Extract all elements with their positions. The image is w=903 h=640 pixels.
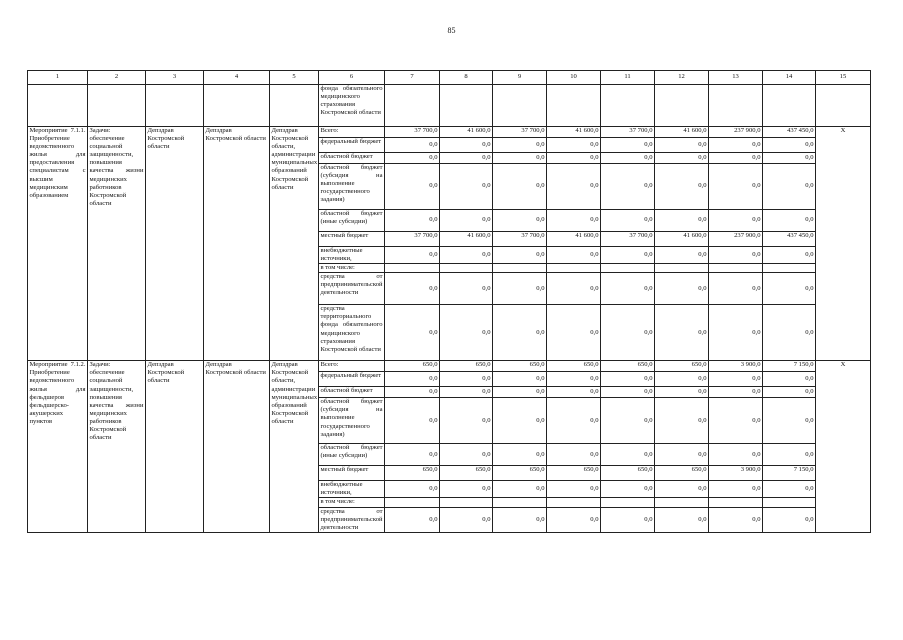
amount-cell: 0,0 (709, 507, 763, 532)
amount-cell: 0,0 (655, 481, 709, 498)
amount-cell: 650,0 (493, 361, 547, 372)
amount-cell (385, 264, 440, 273)
funding-source-label: в том числе: (319, 498, 385, 507)
amount-cell: 437 450,0 (763, 127, 816, 138)
coexecutor: Депздрав Костромской области (204, 127, 270, 361)
amount-cell: 0,0 (547, 507, 601, 532)
funding-source-label: областной бюджет (иные субсидии) (319, 210, 385, 232)
amount-cell: 7 150,0 (763, 361, 816, 372)
amount-cell: 650,0 (440, 466, 493, 481)
amount-cell: 37 700,0 (601, 127, 655, 138)
amount-cell: 0,0 (709, 481, 763, 498)
column-header-row (28, 71, 871, 85)
amount-cell: 0,0 (493, 372, 547, 387)
column-header: 4 (204, 71, 270, 85)
amount-cell: 0,0 (385, 398, 440, 444)
amount-cell: 0,0 (709, 138, 763, 153)
amount-cell: 0,0 (440, 507, 493, 532)
page-number: 85 (447, 26, 456, 35)
responsible-executor: Депздрав Костромской области (146, 361, 204, 533)
amount-cell (763, 498, 816, 507)
amount-cell: 0,0 (655, 138, 709, 153)
amount-cell: 0,0 (601, 210, 655, 232)
amount-cell: 0,0 (385, 507, 440, 532)
funding-source-label: средства от предпринимательской деятельности (319, 273, 385, 305)
column-header: 14 (763, 71, 816, 85)
amount-cell: 37 700,0 (493, 127, 547, 138)
amount-cell: 37 700,0 (385, 127, 440, 138)
participant: Депздрав Костромской области, администрации муниципальных образований Костромской области (270, 361, 319, 533)
amount-cell: 37 700,0 (385, 232, 440, 247)
continuation-row (28, 85, 871, 127)
column-header: 2 (88, 71, 146, 85)
amount-cell: 0,0 (655, 210, 709, 232)
activity-task: Задачи: обеспечение социальной защищенности, повышения качества жизни медицинских работников Костромской области (88, 127, 146, 361)
amount-cell (709, 264, 763, 273)
amount-cell: 0,0 (547, 398, 601, 444)
amount-cell: 0,0 (440, 164, 493, 210)
amount-cell: 41 600,0 (547, 232, 601, 247)
amount-cell: 0,0 (601, 372, 655, 387)
amount-cell: 41 600,0 (547, 127, 601, 138)
amount-cell: 7 150,0 (763, 466, 816, 481)
amount-cell: 0,0 (493, 481, 547, 498)
amount-cell: 0,0 (493, 210, 547, 232)
amount-cell: 0,0 (385, 138, 440, 153)
amount-cell: 0,0 (763, 481, 816, 498)
amount-cell: 437 450,0 (763, 232, 816, 247)
funding-source-label: областной бюджет (субсидия на выполнение государственного задания) (319, 398, 385, 444)
amount-cell: 0,0 (709, 444, 763, 466)
amount-cell: 0,0 (385, 247, 440, 264)
amount-cell: 0,0 (709, 398, 763, 444)
funding-source-label: федеральный бюджет (319, 372, 385, 387)
amount-cell: 0,0 (440, 387, 493, 398)
amount-cell: 41 600,0 (655, 127, 709, 138)
amount-cell: 0,0 (547, 273, 601, 305)
amount-cell: 0,0 (601, 387, 655, 398)
amount-cell (547, 498, 601, 507)
funding-source-label: областной бюджет (319, 387, 385, 398)
amount-cell (709, 498, 763, 507)
budget-row (28, 361, 871, 372)
amount-cell: 0,0 (655, 372, 709, 387)
amount-cell: 0,0 (440, 481, 493, 498)
amount-cell: 0,0 (440, 138, 493, 153)
amount-cell: 0,0 (601, 507, 655, 532)
funding-source-label: средства территориального фонда обязательного медицинского страхования Костромской области (319, 305, 385, 361)
amount-cell: 0,0 (601, 398, 655, 444)
amount-cell: 41 600,0 (440, 127, 493, 138)
amount-cell: 0,0 (763, 444, 816, 466)
column-header: 6 (319, 71, 385, 85)
participant: Депздрав Костромской области, администрации муниципальных образований Костромской области (270, 127, 319, 361)
amount-cell: 0,0 (547, 444, 601, 466)
amount-cell: 0,0 (493, 387, 547, 398)
column-header: 15 (816, 71, 871, 85)
amount-cell (655, 498, 709, 507)
amount-cell: 0,0 (547, 247, 601, 264)
amount-cell: 0,0 (601, 164, 655, 210)
amount-cell: 0,0 (493, 444, 547, 466)
funding-source-label: Всего: (319, 127, 385, 138)
amount-cell: 650,0 (385, 361, 440, 372)
amount-cell: 0,0 (547, 153, 601, 164)
amount-cell: 0,0 (655, 305, 709, 361)
amount-cell: 0,0 (763, 398, 816, 444)
amount-cell: 0,0 (601, 481, 655, 498)
amount-cell: 0,0 (655, 507, 709, 532)
amount-cell: 0,0 (655, 273, 709, 305)
activity-name: Мероприятие 7.1.1. Приобретение ведомственного жилья для предоставления специалистам с высшим медицинским образованием (28, 127, 88, 361)
amount-cell: 237 900,0 (709, 232, 763, 247)
result-indicator-link: X (816, 361, 871, 533)
amount-cell: 0,0 (655, 398, 709, 444)
funding-source-label: областной бюджет (319, 153, 385, 164)
amount-cell (493, 264, 547, 273)
budget-row (28, 127, 871, 138)
amount-cell: 0,0 (547, 305, 601, 361)
amount-cell: 0,0 (385, 387, 440, 398)
funding-source-label: в том числе: (319, 264, 385, 273)
amount-cell (493, 498, 547, 507)
amount-cell (763, 264, 816, 273)
amount-cell: 0,0 (763, 247, 816, 264)
amount-cell: 0,0 (709, 273, 763, 305)
amount-cell: 0,0 (385, 372, 440, 387)
amount-cell: 0,0 (440, 273, 493, 305)
column-header: 7 (385, 71, 440, 85)
funding-source-label: областной бюджет (субсидия на выполнение государственного задания) (319, 164, 385, 210)
activity-task: Задачи: обеспечение социальной защищенности, повышения качества жизни медицинских работников Костромской области (88, 361, 146, 533)
funding-source-label: Всего: (319, 361, 385, 372)
amount-cell: 0,0 (547, 387, 601, 398)
column-header: 11 (601, 71, 655, 85)
amount-cell: 0,0 (709, 164, 763, 210)
amount-cell: 0,0 (493, 138, 547, 153)
budget-table (27, 70, 871, 533)
amount-cell: 0,0 (655, 444, 709, 466)
amount-cell: 0,0 (493, 398, 547, 444)
funding-source-label: внебюджетные источники, (319, 247, 385, 264)
amount-cell: 0,0 (655, 247, 709, 264)
amount-cell: 0,0 (601, 273, 655, 305)
amount-cell (601, 498, 655, 507)
amount-cell: 0,0 (547, 164, 601, 210)
amount-cell: 0,0 (763, 273, 816, 305)
amount-cell: 0,0 (493, 164, 547, 210)
amount-cell: 650,0 (547, 361, 601, 372)
coexecutor: Депздрав Костромской области (204, 361, 270, 533)
column-header: 12 (655, 71, 709, 85)
amount-cell: 37 700,0 (601, 232, 655, 247)
amount-cell: 0,0 (763, 507, 816, 532)
amount-cell: 0,0 (385, 164, 440, 210)
amount-cell (440, 498, 493, 507)
amount-cell (601, 264, 655, 273)
amount-cell: 650,0 (655, 466, 709, 481)
amount-cell: 0,0 (655, 387, 709, 398)
amount-cell: 0,0 (493, 507, 547, 532)
amount-cell (655, 264, 709, 273)
amount-cell: 0,0 (385, 153, 440, 164)
funding-source-label: местный бюджет (319, 466, 385, 481)
amount-cell: 650,0 (547, 466, 601, 481)
column-header: 9 (493, 71, 547, 85)
amount-cell: 0,0 (601, 247, 655, 264)
column-header: 10 (547, 71, 601, 85)
amount-cell: 0,0 (601, 444, 655, 466)
amount-cell: 0,0 (440, 210, 493, 232)
amount-cell: 0,0 (493, 153, 547, 164)
amount-cell: 650,0 (440, 361, 493, 372)
amount-cell: 41 600,0 (440, 232, 493, 247)
amount-cell: 0,0 (385, 444, 440, 466)
column-header: 1 (28, 71, 88, 85)
amount-cell: 0,0 (385, 481, 440, 498)
funding-source-label: средства от предпринимательской деятельности (320, 507, 383, 531)
amount-cell: 0,0 (709, 372, 763, 387)
amount-cell: 0,0 (655, 164, 709, 210)
amount-cell: 0,0 (709, 153, 763, 164)
column-header: 5 (270, 71, 319, 85)
amount-cell: 0,0 (763, 387, 816, 398)
amount-cell: 0,0 (709, 247, 763, 264)
amount-cell: 3 900,0 (709, 466, 763, 481)
amount-cell: 650,0 (385, 466, 440, 481)
amount-cell: 41 600,0 (655, 232, 709, 247)
funding-source-label: внебюджетные источники, (319, 481, 385, 498)
amount-cell: 0,0 (655, 153, 709, 164)
column-header: 13 (709, 71, 763, 85)
amount-cell: 0,0 (385, 273, 440, 305)
column-header: 3 (146, 71, 204, 85)
amount-cell: 650,0 (601, 361, 655, 372)
amount-cell: 0,0 (547, 372, 601, 387)
amount-cell: 0,0 (440, 444, 493, 466)
amount-cell: 0,0 (763, 372, 816, 387)
funding-source-label: областной бюджет (иные субсидии) (319, 444, 385, 466)
responsible-executor: Депздрав Костромской области (146, 127, 204, 361)
amount-cell: 237 900,0 (709, 127, 763, 138)
amount-cell: 0,0 (440, 372, 493, 387)
amount-cell: 0,0 (547, 138, 601, 153)
amount-cell: 37 700,0 (493, 232, 547, 247)
column-header: 8 (440, 71, 493, 85)
activity-name: Мероприятие 7.1.2. Приобретение ведомственного жилья для фельдшеров фельдшерско-акушерских пунктов (28, 361, 88, 533)
amount-cell: 3 900,0 (709, 361, 763, 372)
amount-cell: 0,0 (763, 210, 816, 232)
amount-cell: 0,0 (493, 273, 547, 305)
result-indicator-link: X (816, 127, 871, 361)
amount-cell (547, 264, 601, 273)
amount-cell: 0,0 (763, 138, 816, 153)
amount-cell: 0,0 (440, 247, 493, 264)
amount-cell: 0,0 (601, 138, 655, 153)
amount-cell: 0,0 (709, 387, 763, 398)
amount-cell: 0,0 (601, 153, 655, 164)
amount-cell: 0,0 (440, 305, 493, 361)
amount-cell: 0,0 (763, 153, 816, 164)
amount-cell: 0,0 (601, 305, 655, 361)
amount-cell: 0,0 (440, 153, 493, 164)
amount-cell: 650,0 (601, 466, 655, 481)
amount-cell: 0,0 (763, 305, 816, 361)
amount-cell: 0,0 (547, 210, 601, 232)
amount-cell (440, 264, 493, 273)
amount-cell: 0,0 (709, 305, 763, 361)
amount-cell: 0,0 (440, 398, 493, 444)
funding-source-label: фонда обязательного медицинского страхования Костромской области (319, 85, 385, 127)
amount-cell: 0,0 (709, 210, 763, 232)
amount-cell: 0,0 (763, 164, 816, 210)
amount-cell: 0,0 (385, 210, 440, 232)
amount-cell: 0,0 (493, 247, 547, 264)
funding-source-label: федеральный бюджет (319, 138, 385, 153)
amount-cell: 0,0 (547, 481, 601, 498)
amount-cell: 650,0 (655, 361, 709, 372)
amount-cell: 0,0 (493, 305, 547, 361)
amount-cell (385, 498, 440, 507)
amount-cell: 650,0 (493, 466, 547, 481)
amount-cell: 0,0 (385, 305, 440, 361)
funding-source-label: местный бюджет (319, 232, 385, 247)
